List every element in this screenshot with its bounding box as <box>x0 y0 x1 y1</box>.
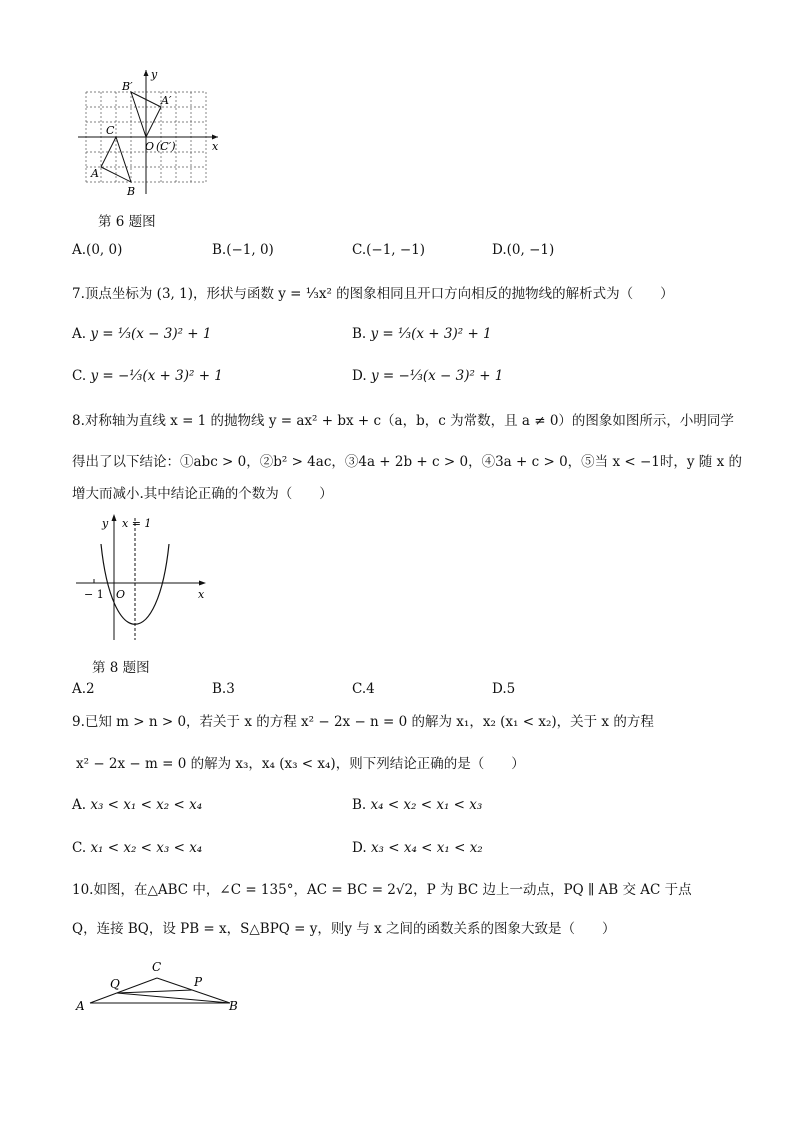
q6-option-a <box>72 242 122 258</box>
q7-stem: 7.顶点坐标为 (3, 1)，形状与函数 y = ⅓x² 的图象相同且开口方向相反的抛物线的解析式为（ ） <box>72 286 674 302</box>
q7-option-c <box>72 368 223 384</box>
y-axis-arrow <box>112 514 117 521</box>
label-minus-one: − 1 <box>84 588 104 601</box>
segment-ac <box>90 978 157 1003</box>
option-text: y = −⅓(x + 3)² + 1 <box>90 368 223 384</box>
label-p: P <box>194 975 203 989</box>
option-text: 2 <box>86 681 95 697</box>
option-letter: D. <box>492 681 507 697</box>
option-letter: D. <box>352 840 367 856</box>
q8-option-b <box>212 681 235 697</box>
label-b: B <box>229 999 238 1013</box>
q10-line-2: Q，连接 BQ，设 PB = x，S△BPQ = y，则y 与 x 之间的函数关系的图象大致是（ ） <box>72 921 616 937</box>
label-o: O <box>116 588 126 601</box>
y-axis-arrow <box>144 70 149 76</box>
q6-option-b <box>212 242 274 258</box>
label-q: Q <box>110 977 120 991</box>
label-a: A <box>76 999 85 1013</box>
figure-6-caption: 第 6 题图 <box>98 214 156 230</box>
q9-option-c <box>72 840 202 856</box>
label-c-prime: (C′) <box>156 140 176 153</box>
option-letter: B. <box>352 326 367 342</box>
figure-8-caption: 第 8 题图 <box>92 660 150 676</box>
label-b-prime: B′ <box>122 80 133 93</box>
label-c: C <box>152 960 162 974</box>
option-letter: A. <box>72 242 87 258</box>
option-letter: A. <box>72 797 87 813</box>
option-text: (0, 0) <box>86 242 123 258</box>
option-letter: B. <box>212 242 227 258</box>
label-y: y <box>151 68 158 81</box>
label-x-equals-1: x = 1 <box>122 517 152 530</box>
q6-option-d <box>492 242 554 258</box>
figure-6 <box>78 64 228 204</box>
q7-option-a <box>72 326 211 342</box>
option-letter: C. <box>72 368 87 384</box>
triangle-abc <box>101 137 131 182</box>
figure-6-graph <box>78 64 228 204</box>
label-a-prime: A′ <box>161 94 172 107</box>
option-letter: C. <box>72 840 87 856</box>
q9-line-2: x² − 2x − m = 0 的解为 x₃，x₄ (x₃ < x₄)，则下列结论正确的是（ ） <box>76 756 525 772</box>
option-letter: A. <box>72 681 87 697</box>
option-text: 4 <box>366 681 375 697</box>
q9-option-b <box>352 797 482 813</box>
label-x: x <box>198 588 205 601</box>
option-letter: D. <box>352 368 367 384</box>
option-text: x₄ < x₂ < x₁ < x₃ <box>370 797 483 813</box>
figure-8-graph <box>72 512 217 647</box>
label-y: y <box>102 517 109 530</box>
option-text: (−1, −1) <box>366 242 426 258</box>
label-b: B <box>127 185 136 198</box>
segment-bq <box>117 993 230 1003</box>
option-text: (−1, 0) <box>226 242 274 258</box>
q8-option-a <box>72 681 95 697</box>
option-letter: B. <box>212 681 227 697</box>
label-c: C <box>106 124 115 137</box>
option-text: x₃ < x₄ < x₁ < x₂ <box>370 840 483 856</box>
option-letter: A. <box>72 326 87 342</box>
option-text: y = ⅓(x + 3)² + 1 <box>370 326 492 342</box>
q9-option-d <box>352 840 483 856</box>
q8-line-1: 8.对称轴为直线 x = 1 的抛物线 y = ax² + bx + c（a，b，c 为常数，且 a ≠ 0）的图象如图所示，小明同学 <box>72 413 734 429</box>
figure-10-triangle <box>72 955 247 1015</box>
option-letter: C. <box>352 681 367 697</box>
q10-line-1: 10.如图，在△ABC 中，∠C = 135°，AC = BC = 2√2，P 为 BC 边上一动点，PQ ∥ AB 交 AC 于点 <box>72 882 692 898</box>
q8-line-3: 增大而减小.其中结论正确的个数为（ ） <box>72 486 333 502</box>
option-text: x₁ < x₂ < x₃ < x₄ <box>90 840 203 856</box>
label-o: O <box>145 140 155 153</box>
q8-option-c <box>352 681 375 697</box>
figure-10 <box>72 955 247 1015</box>
q8-line-2: 得出了以下结论：①abc > 0，②b² > 4ac，③4a + 2b + c > 0，④3a + c > 0，⑤当 x < −1时，y 随 x 的 <box>72 454 742 470</box>
option-letter: D. <box>492 242 507 258</box>
q7-option-d <box>352 368 503 384</box>
label-x: x <box>212 140 219 153</box>
option-text: (0, −1) <box>506 242 555 258</box>
option-letter: B. <box>352 797 367 813</box>
option-letter: C. <box>352 242 367 258</box>
label-a: A <box>91 167 99 180</box>
segment-pq <box>117 990 192 993</box>
option-text: x₃ < x₁ < x₂ < x₄ <box>90 797 203 813</box>
q7-option-b <box>352 326 492 342</box>
q9-line-1: 9.已知 m > n > 0，若关于 x 的方程 x² − 2x − n = 0 的解为 x₁，x₂ (x₁ < x₂)，关于 x 的方程 <box>72 714 654 730</box>
q9-option-a <box>72 797 202 813</box>
option-text: y = ⅓(x − 3)² + 1 <box>90 326 212 342</box>
q8-option-d <box>492 681 515 697</box>
option-text: y = −⅓(x − 3)² + 1 <box>370 368 504 384</box>
option-text: 3 <box>226 681 235 697</box>
figure-8 <box>72 512 217 647</box>
option-text: 5 <box>506 681 516 697</box>
x-axis-arrow <box>212 135 218 140</box>
x-axis-arrow <box>199 581 206 586</box>
q6-option-c <box>352 242 425 258</box>
